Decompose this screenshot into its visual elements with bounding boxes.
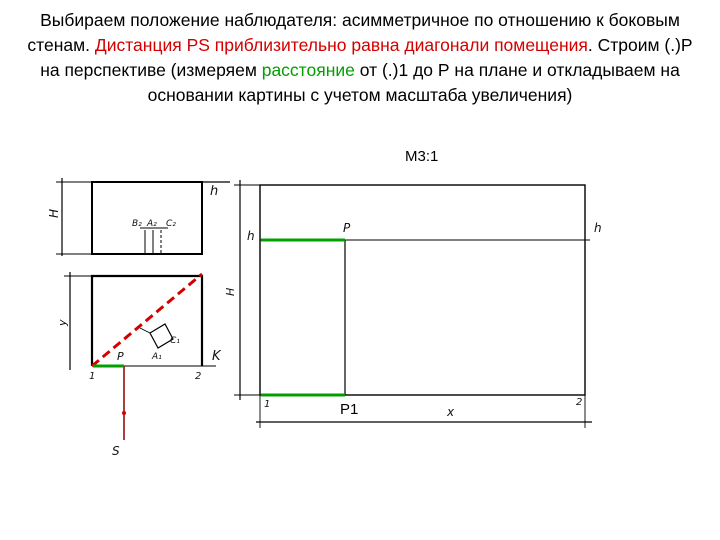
plan-label-2: 2: [195, 371, 202, 382]
heading-part-green: расстояние: [261, 60, 355, 80]
picture-label-H: H: [224, 287, 237, 296]
elevation-label-B2: B₂: [132, 219, 142, 229]
elevation-label-A2: A₂: [147, 219, 157, 229]
picture-label-h-left: h: [247, 229, 255, 243]
plan-label-A1: A₁: [152, 352, 162, 362]
elevation-label-C2: C₂: [166, 219, 176, 229]
plan-label-y: y: [56, 319, 69, 326]
picture-label-x: x: [447, 405, 455, 419]
picture-label-2: 2: [576, 397, 583, 408]
plan-label-P: P: [117, 350, 124, 363]
picture-label-1: 1: [264, 399, 271, 410]
picture-frame: [260, 185, 585, 395]
scale-label: М3:1: [405, 148, 439, 165]
plan-label-K: K: [212, 349, 221, 364]
picture-label-P1: P1: [340, 401, 359, 418]
elevation-label-H: H: [47, 208, 61, 218]
elevation-label-h: h: [210, 184, 219, 199]
perspective-view: [234, 180, 592, 428]
plan-view: [64, 272, 216, 440]
plan-label-C1: C₁: [170, 336, 180, 346]
picture-label-P: P: [343, 221, 351, 235]
heading-part-3: . Строим (.)Р на перспективе (измеряем: [40, 35, 693, 80]
plan-label-S: S: [112, 444, 120, 458]
picture-label-h-right: h: [594, 221, 602, 235]
heading-part-5: от (.)1 до Р на плане и откладываем на основании картины с учетом масштаба увеличения): [147, 60, 680, 105]
plan-diagonal-red: [92, 274, 202, 366]
elevation-view: [56, 178, 230, 256]
heading-part-red: Дистанция PS приблизительно равна диагонали помещения: [94, 35, 588, 55]
plan-label-1: 1: [89, 371, 96, 382]
heading-part-1: Выбираем положение наблюдателя: асимметричное по отношению к боковым стенам.: [27, 10, 680, 55]
elevation-wall: [92, 182, 202, 254]
